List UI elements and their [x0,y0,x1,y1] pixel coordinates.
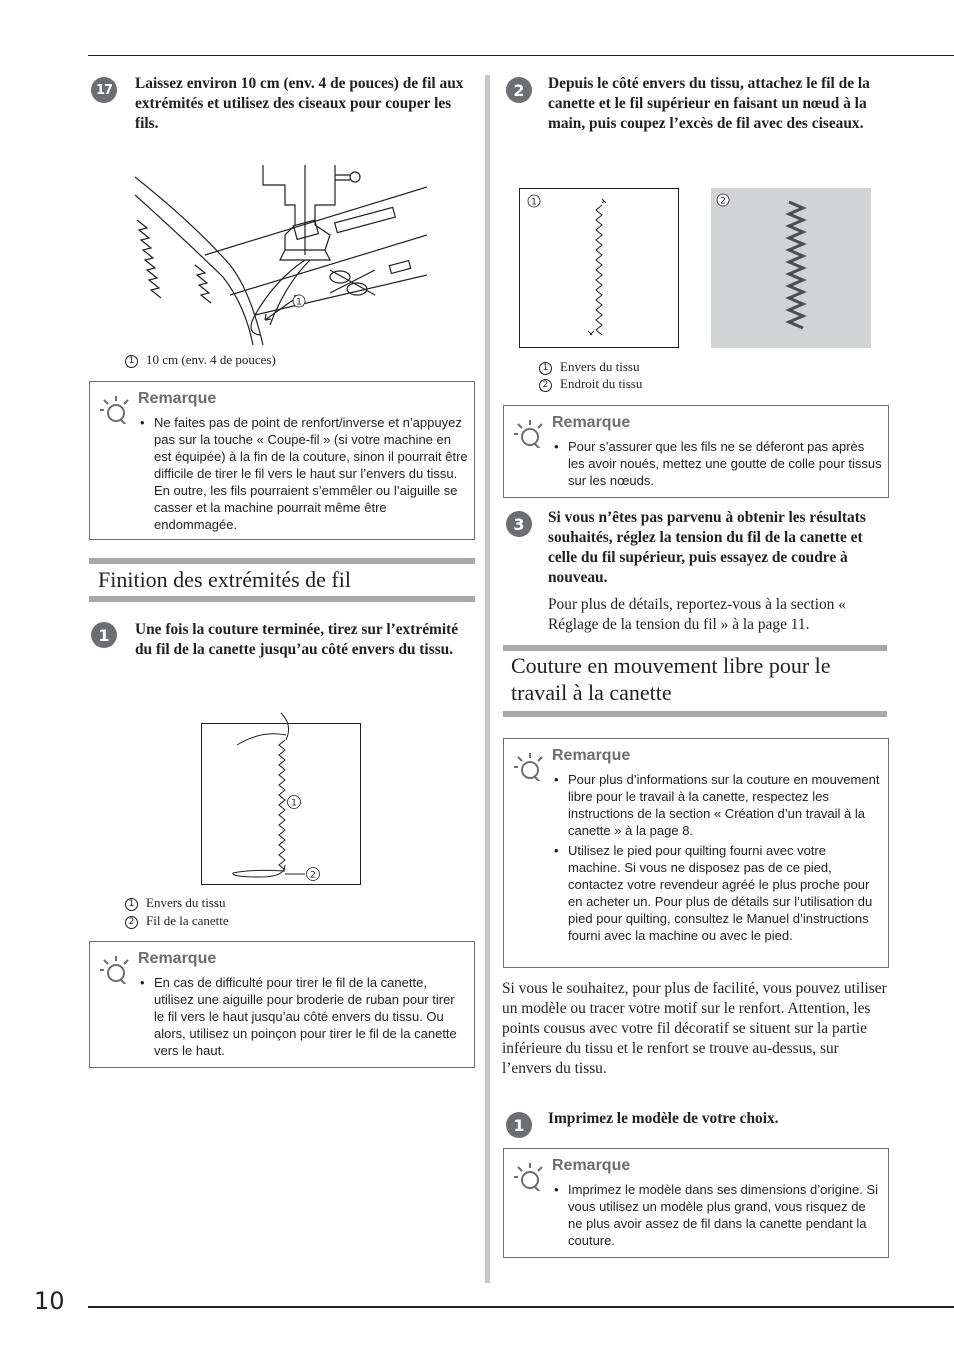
step-3-detail: Pour plus de détails, reportez-vous à la section « Réglage de la tension du fil » à la page 11. [548,596,846,633]
note-item: • Pour s’assurer que les fils ne se déferont pas après les avoir noués, mettez une goutte de colle pour tissus sur les nœuds. [552,438,882,489]
note-title: Remarque [138,390,217,407]
caption-number: 1 [125,355,138,368]
step-3-text: Si vous n’êtes pas parvenu à obtenir les résultats souhaités, réglez la tension du fil de la canette et celle du fil supérieur, puis essayez de coudre à nouveau. [548,509,866,586]
note-box-5 [503,1148,889,1258]
note-box-1 [89,381,475,540]
caption-text: Envers du tissu [146,895,226,910]
caption-number: 2 [539,379,552,392]
note-box-2 [89,941,475,1068]
step-1b-text: Imprimez le modèle de votre choix. [548,1110,779,1127]
note-list [138,414,468,533]
caption-number: 2 [125,916,138,929]
caption-text: Envers du tissu [560,359,640,374]
note-box-3 [503,405,889,498]
section-title-couture: Couture en mouvement libre pour le travail à la canette [511,653,831,705]
caption-text: Endroit du tissu [560,376,643,391]
stitch-right-side-illustration [711,188,871,348]
lightbulb-icon [514,1163,548,1191]
caption-number: 1 [125,898,138,911]
note-item: • Imprimez le modèle dans ses dimensions d’origine. Si vous utilisez un modèle plus grand, vous risquez de ne plus avoir assez de fil dans la canette pendant la couture. [552,1181,882,1249]
note-title: Remarque [138,950,217,967]
section-bar-bottom [89,596,475,602]
note-item: • Utilisez le pied pour quilting fourni avec votre machine. Si vous ne disposez pas de ce pied, contactez votre revendeur agréé le plus proche pour en acheter un. Pour plus de détails sur l’utilisation du pied pour quilting, consultez le Manuel d’instructions fourni avec la machine ou avec le pied. [552,842,882,944]
caption-text: Fil de la canette [146,913,229,928]
note-item: • En cas de difficulté pour tirer le fil de la canette, utilisez une aiguille pour broderie de ruban pour tirer le fil vers le haut jusqu’au côté envers du tissu. Ou alors, utilisez un poinçon pour tirer le fil de la canette vers le haut. [138,974,468,1059]
note-title: Remarque [552,747,631,764]
step-17-text: Laissez environ 10 cm (env. 4 de pouces) de fil aux extrémités et utilisez des ciseaux pour couper les fils. [135,75,464,132]
note-item: • Ne faites pas de point de renfort/inverse et n’appuyez pas sur la touche « Coupe-fil » (si votre machine en est équipée) à la fin de la couture, sinon il pourrait être difficile de tirer le fil vers le haut sur l’envers du tissu. En outre, les fils pourraient s’emmêler ou l’aiguille se casser et la machine pourrait même être endommagée. [138,414,468,533]
step-17-number: 17 [91,77,117,103]
bobbin-thread-illustration [201,705,361,890]
page-number: 10 [34,1287,65,1315]
step-2-text: Depuis le côté envers du tissu, attachez le fil de la canette et le fil supérieur en faisant un nœud à la main, puis coupez l’excès de fil avec des ciseaux. [548,75,870,132]
step-3-number: 3 [506,511,532,537]
intro-paragraph: Si vous le souhaitez, pour plus de facilité, vous pouvez utiliser un modèle ou tracer votre motif sur le renfort. Attention, les points cousus avec votre fil décoratif se situent sur la partie inférieure du tissu et le renfort se trouve au-dessus, sur l’envers du tissu. [502,980,887,1077]
fig1-marker-1: 1 [296,297,302,308]
section-bar-bottom [503,711,887,717]
column-divider [485,75,490,1283]
lightbulb-icon [514,420,548,448]
fig2-caption-2 [125,912,229,930]
note-list [552,438,882,489]
fig3-caption-1 [539,358,639,376]
section-title-finition: Finition des extrémités de fil [98,567,351,592]
section-bar-top [503,645,887,651]
fig2-marker-1: 1 [291,798,297,809]
figure-right-side [711,188,871,348]
lightbulb-icon [514,753,548,781]
fig3-caption-2 [539,375,642,393]
step-1-number: 1 [91,622,117,648]
stitch-wrong-side-illustration [520,189,678,347]
fig3-marker-2: 2 [720,196,726,207]
lightbulb-icon [100,396,134,424]
bottom-rule [88,1306,954,1308]
note-list [552,771,882,944]
fig1-caption [125,351,276,369]
note-title: Remarque [552,414,631,431]
figure-cut-threads [135,165,427,345]
step-2-number: 2 [506,77,532,103]
fig3-marker-1: 1 [531,197,537,208]
sewing-machine-illustration [135,165,427,345]
note-title: Remarque [552,1157,631,1174]
note-list [552,1181,882,1249]
step-1-text: Une fois la couture terminée, tirez sur l’extrémité du fil de la canette jusqu’au côté envers du tissu. [135,621,459,658]
caption-text: 10 cm (env. 4 de pouces) [146,352,276,367]
figure-wrong-side [519,188,679,348]
section-bar-top [89,558,475,564]
fig2-caption-1 [125,894,225,912]
caption-number: 1 [539,362,552,375]
step-1b-number: 1 [506,1112,532,1138]
fig2-marker-2: 2 [310,870,316,881]
note-list [138,974,468,1059]
note-item: • Pour plus d’informations sur la couture en mouvement libre pour le travail à la canette, respectez les instructions de la section « Création d’un travail à la canette » à la page 8. [552,771,882,839]
note-box-4 [503,738,889,968]
lightbulb-icon [100,956,134,984]
top-rule [88,55,954,56]
